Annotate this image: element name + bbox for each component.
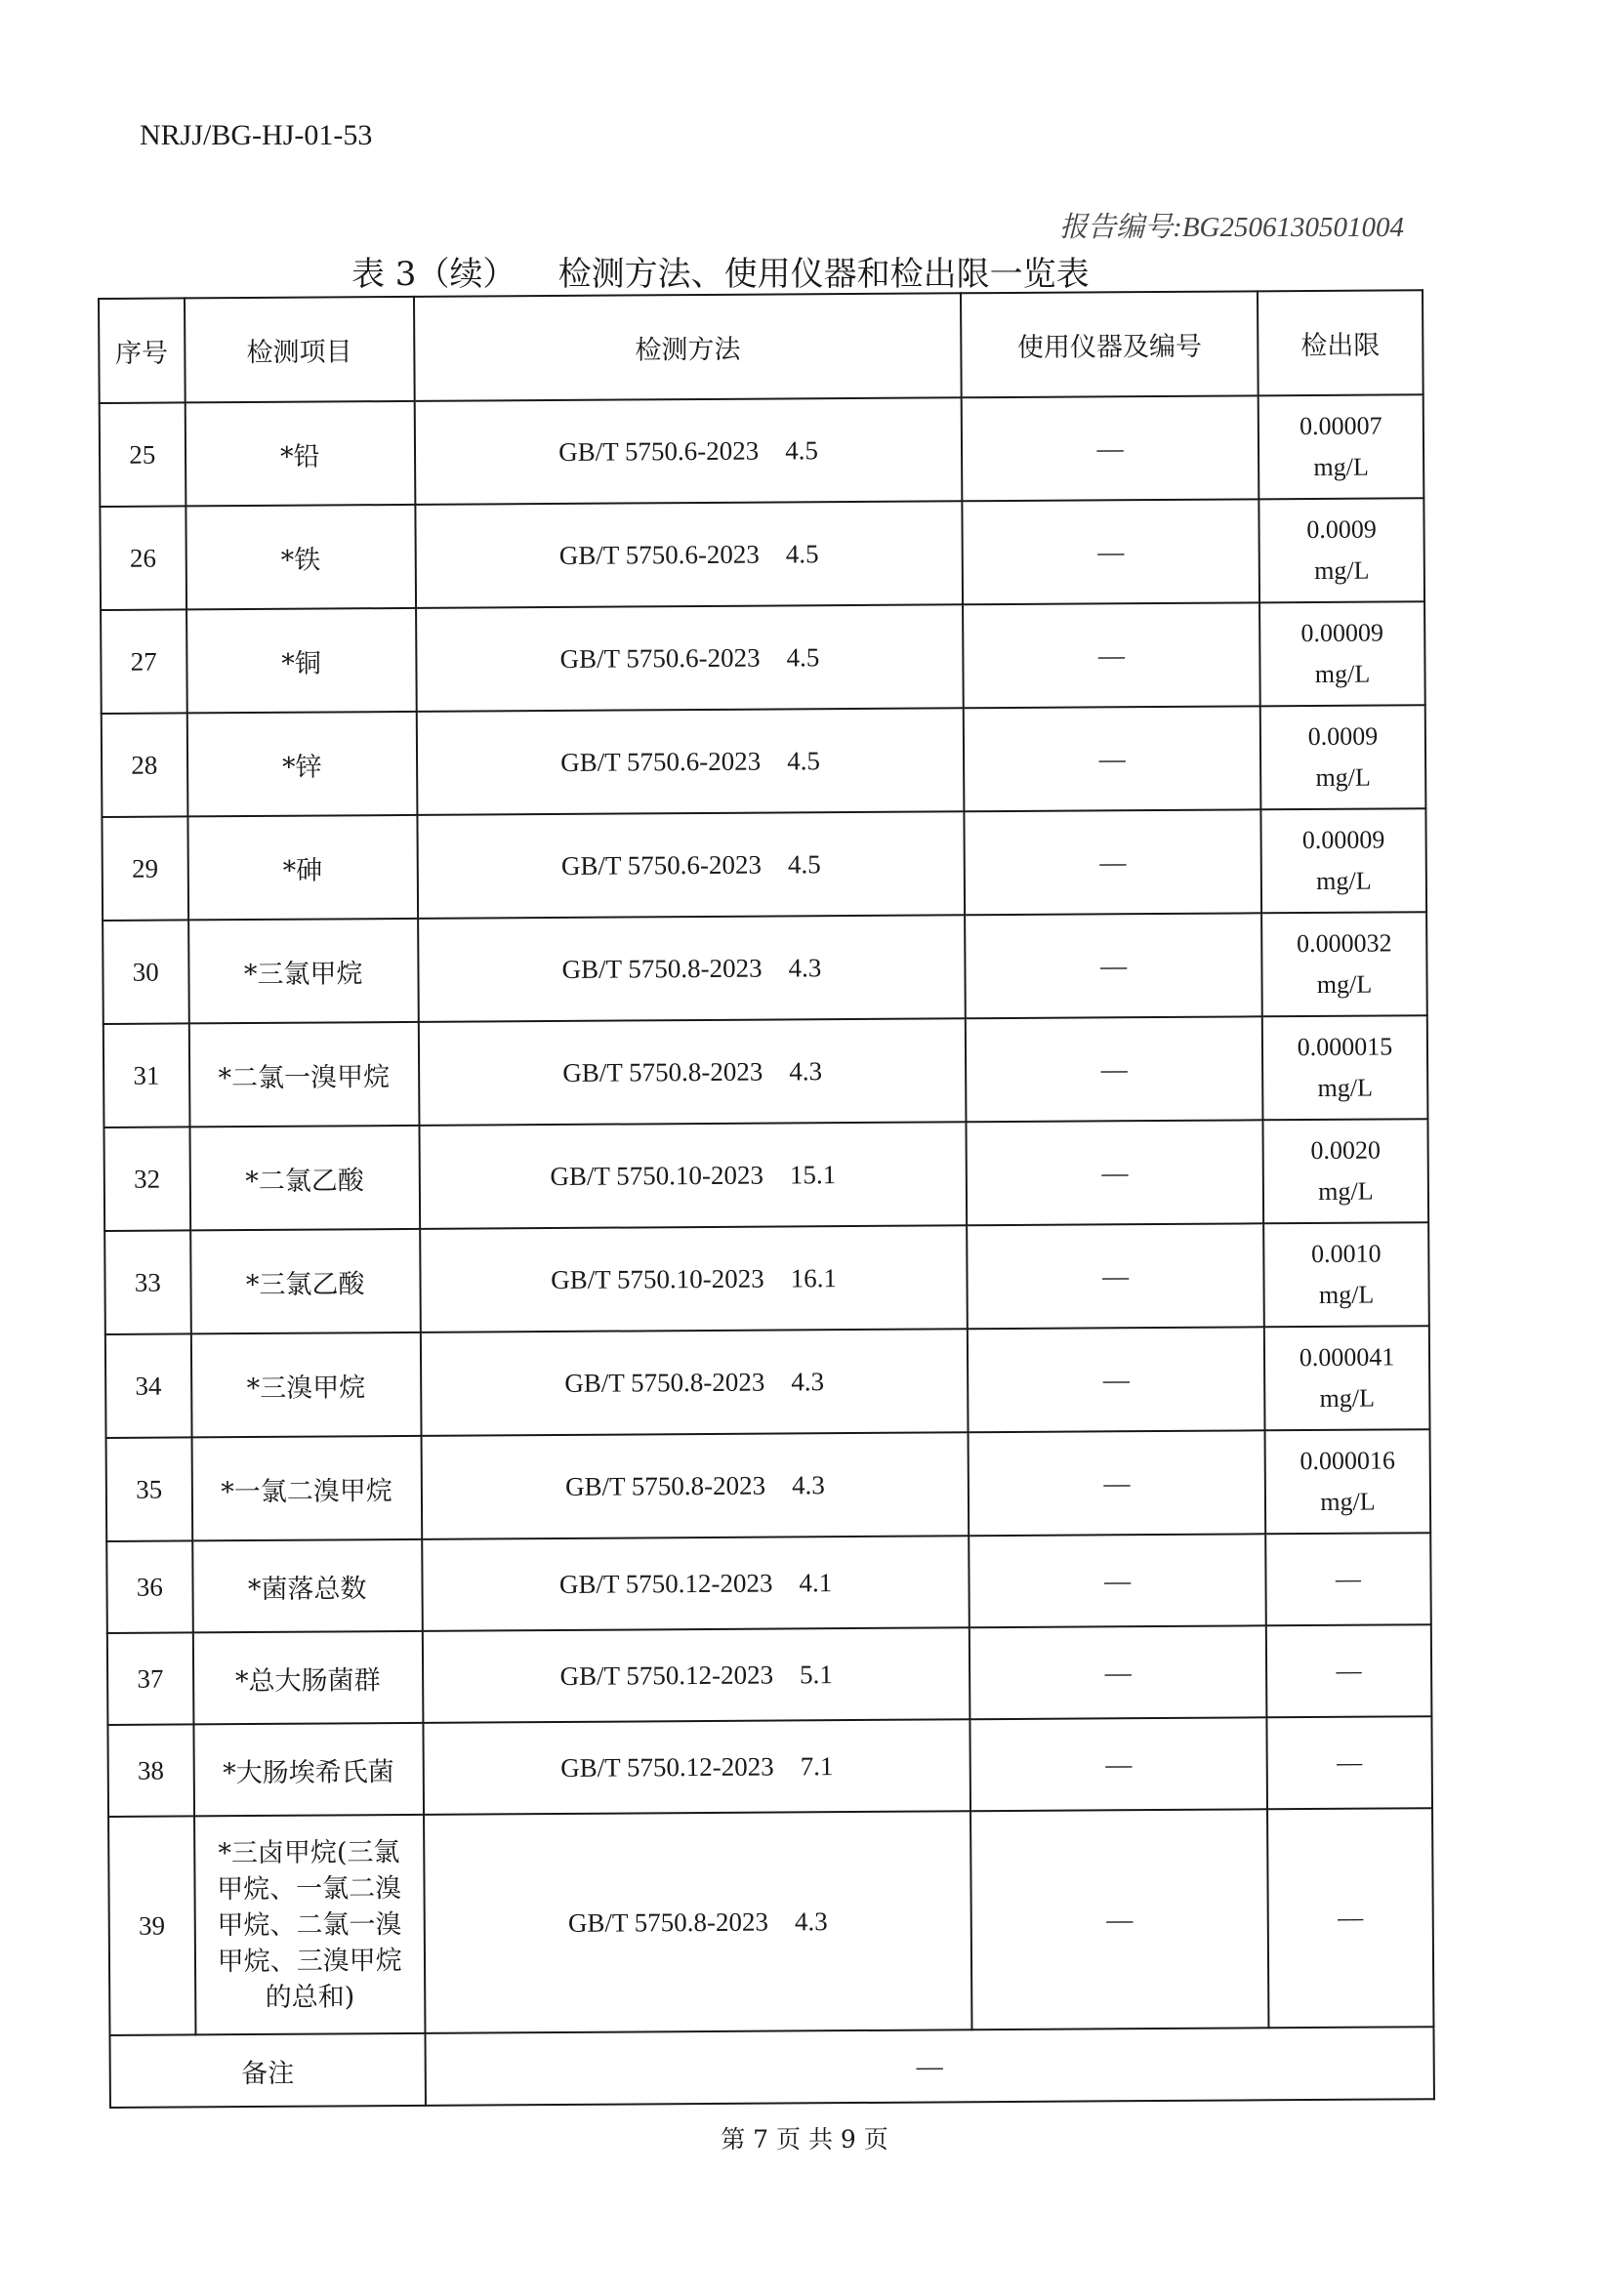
row-limit [1262,1119,1428,1223]
table-row [104,1222,1429,1334]
row-limit-value: 0.0009 [1307,721,1379,752]
row-limit-unit: mg/L [1315,762,1371,792]
row-instrument: — [966,1016,1262,1122]
row-method: GB/T 5750.8-2023 4.3 [421,1329,969,1436]
row-no: 35 [106,1437,192,1541]
row-limit-value: — [1337,1747,1363,1777]
row-limit [1266,1716,1432,1809]
table-row [107,1624,1432,1725]
row-item-line: 甲烷、一氯二溴 [217,1872,402,1905]
row-limit [1267,1808,1433,2028]
row-limit [1263,1222,1429,1327]
row-limit-value: 0.0009 [1306,514,1377,545]
row-limit [1265,1533,1431,1625]
row-no: 25 [100,402,186,507]
remarks-label: 备注 [109,2033,425,2108]
row-instrument: — [962,395,1258,501]
row-limit-value: 0.00009 [1301,825,1385,855]
remarks-value: — [425,2027,1434,2106]
row-no: 28 [102,713,187,817]
row-item: *二氯一溴甲烷 [188,1022,419,1128]
row-instrument: — [963,499,1259,604]
row-limit-value: 0.0020 [1310,1135,1381,1165]
header-item: 检测项目 [185,297,415,403]
row-no: 33 [104,1230,190,1334]
row-item-line: *三卤甲烷(三氯 [218,1836,400,1868]
row-no: 37 [107,1632,193,1725]
table-row [101,601,1425,714]
table-row [106,1429,1431,1541]
row-limit-value: 0.0010 [1310,1239,1382,1268]
row-no: 29 [102,816,187,921]
header-limit: 检出限 [1258,290,1423,395]
row-limit [1266,1624,1432,1717]
row-method: GB/T 5750.10-2023 16.1 [420,1225,968,1332]
table-header-row [99,290,1423,403]
table-row [107,1716,1432,1817]
row-method: GB/T 5750.6-2023 4.5 [415,501,963,608]
row-method: GB/T 5750.12-2023 4.1 [422,1536,970,1631]
row-no: 39 [108,1816,195,2035]
table-row [106,1533,1431,1633]
row-limit-unit: mg/L [1314,555,1370,585]
table-row [103,912,1427,1024]
methods-table-wrapper [98,289,1435,2109]
row-item: *铜 [186,608,417,714]
row-limit-value: — [1335,1564,1362,1593]
row-limit-unit: mg/L [1319,1383,1376,1413]
row-item: *二氯乙酸 [189,1126,420,1231]
row-instrument: — [965,913,1261,1018]
row-item: *锌 [186,712,417,817]
row-method: GB/T 5750.6-2023 4.5 [417,811,965,919]
remarks-row [109,2027,1433,2108]
row-method: GB/T 5750.12-2023 7.1 [423,1719,970,1815]
row-item: *三氯乙酸 [190,1229,421,1334]
row-item: *菌落总数 [192,1539,423,1633]
row-method: GB/T 5750.8-2023 4.3 [418,915,966,1022]
row-limit-value: 0.000041 [1299,1342,1395,1373]
row-instrument: — [968,1327,1264,1432]
row-instrument: — [965,809,1261,915]
table-body [100,394,1434,2108]
row-method: GB/T 5750.10-2023 15.1 [419,1122,967,1229]
row-limit-unit: mg/L [1314,659,1371,688]
row-item: *铁 [186,505,416,610]
header-method: 检测方法 [414,293,962,401]
row-limit [1264,1326,1430,1430]
row-limit [1260,808,1426,913]
row-item-line: 甲烷、二氯一溴 [217,1908,402,1941]
row-limit-value: 0.000015 [1297,1032,1393,1062]
row-instrument: — [967,1223,1263,1329]
row-instrument: — [969,1534,1265,1627]
row-limit-unit: mg/L [1316,969,1373,999]
row-item: *砷 [187,815,418,921]
row-instrument: — [963,602,1259,708]
row-instrument: — [969,1430,1265,1536]
row-limit-unit: mg/L [1317,1073,1374,1102]
row-no: 26 [100,506,186,610]
row-method: GB/T 5750.6-2023 4.5 [417,708,965,815]
table-row [103,1119,1428,1231]
table-title: 表 3（续） 检测方法、使用仪器和检出限一览表 [351,255,1090,294]
table-row [100,394,1424,507]
row-no: 36 [106,1540,192,1633]
row-method: GB/T 5750.8-2023 4.3 [421,1432,969,1539]
row-limit-unit: mg/L [1313,452,1369,481]
row-limit-value: 0.00007 [1300,411,1382,441]
row-no: 38 [107,1724,193,1817]
row-limit-unit: mg/L [1318,1280,1375,1309]
row-limit [1258,498,1424,602]
row-limit-unit: mg/L [1318,1176,1374,1206]
row-limit [1261,912,1427,1016]
row-limit-value: 0.000032 [1296,928,1392,959]
row-item [194,1815,426,2035]
header-no: 序号 [99,298,185,403]
row-no: 31 [103,1023,189,1128]
page-footer: 第 7 页 共 9 页 [721,2125,888,2153]
row-item-line: 的总和) [265,1981,355,2013]
row-limit-value: — [1336,1656,1362,1685]
table-row [102,705,1426,817]
row-no: 34 [105,1333,191,1438]
table-row [103,1015,1428,1128]
row-limit [1260,705,1426,809]
table-row [108,1808,1433,2035]
row-limit-value: 0.000016 [1300,1446,1396,1476]
row-method: GB/T 5750.8-2023 4.3 [419,1018,967,1126]
row-limit-value: 0.00009 [1300,618,1384,648]
row-method: GB/T 5750.12-2023 5.1 [423,1627,970,1723]
row-no: 32 [103,1127,189,1231]
table-row [105,1326,1430,1438]
row-limit [1258,394,1424,499]
row-item: *三氯甲烷 [188,919,419,1024]
row-item: *一氯二溴甲烷 [191,1436,422,1541]
row-instrument: — [967,1120,1263,1225]
row-method: GB/T 5750.6-2023 4.5 [416,604,964,712]
row-limit-unit: mg/L [1316,866,1372,895]
row-limit-unit: mg/L [1320,1487,1376,1516]
row-instrument: — [964,706,1260,811]
row-limit [1259,601,1425,706]
row-no: 27 [101,609,186,714]
row-instrument: — [970,1717,1267,1811]
row-no: 30 [103,920,188,1024]
row-item: *总大肠菌群 [192,1631,423,1725]
table-row [102,808,1426,921]
row-item: *大肠埃希氏菌 [193,1723,424,1817]
methods-table [98,289,1435,2109]
document-code: NRJJ/BG-HJ-01-53 [140,119,373,151]
row-method: GB/T 5750.6-2023 4.5 [415,397,963,505]
row-method: GB/T 5750.8-2023 4.3 [424,1811,972,2033]
row-item: *铅 [185,401,415,507]
report-number: 报告编号:BG2506130501004 [1059,212,1404,243]
row-instrument: — [970,1625,1266,1719]
row-item: *三溴甲烷 [190,1332,421,1438]
row-limit [1264,1429,1430,1534]
header-instrument: 使用仪器及编号 [961,291,1258,397]
row-limit-value: — [1338,1903,1364,1932]
row-item-line: 甲烷、三溴甲烷 [217,1945,402,1977]
table-row [100,498,1424,610]
row-limit [1262,1015,1428,1120]
row-instrument: — [970,1809,1268,2030]
